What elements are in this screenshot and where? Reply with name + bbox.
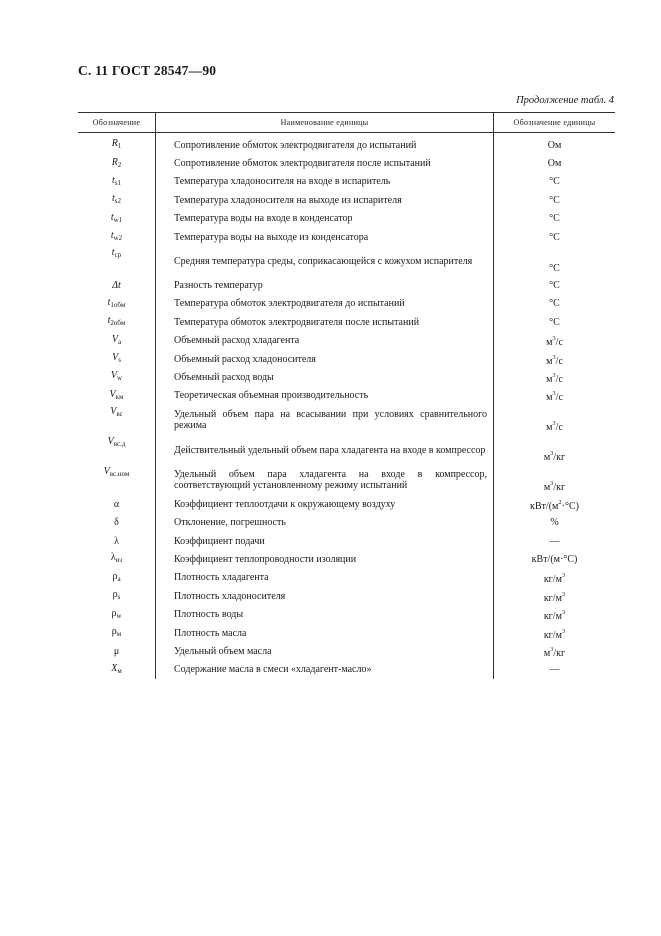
- symbol-cell: [78, 465, 156, 495]
- unit-superscript: 3: [561, 627, 566, 635]
- name-cell: Сопротивление обмоток электродвигателя до испытаний: [174, 139, 417, 151]
- table-row: [78, 191, 615, 209]
- symbol-cell: [78, 295, 156, 313]
- unit-cell: [494, 405, 616, 435]
- name-cell: Объемный расход воды: [174, 371, 274, 383]
- symbol-subscript: 1обм: [110, 300, 126, 309]
- name-cell: Объемный расход хладоносителя: [174, 353, 316, 365]
- unit-superscript: 3: [552, 390, 556, 398]
- symbol-letter: Δt: [112, 280, 121, 292]
- symbol-cell: [78, 513, 156, 531]
- unit-text: °С: [549, 231, 560, 243]
- name-cell: Разность температур: [174, 280, 263, 292]
- symbol-subscript: w2: [113, 234, 123, 243]
- unit-cell: [494, 435, 616, 465]
- name-cell: Удельный объем пара на всасывании при условиях сравнительного режима: [174, 409, 487, 432]
- symbol-cell: [78, 495, 156, 513]
- column-header-symbol: Обозначение: [78, 113, 156, 133]
- unit-cell: [494, 550, 616, 568]
- table-body: [78, 133, 615, 679]
- unit-text: °С: [549, 263, 560, 275]
- unit-text: м: [546, 392, 553, 404]
- name-cell: Теоретическая объемная производительность: [174, 390, 369, 402]
- unit-cell: [494, 661, 616, 679]
- unit-cell: [494, 624, 616, 642]
- name-cell: Плотность воды: [174, 609, 244, 621]
- symbol-letter: λ: [114, 535, 119, 547]
- symbol-cell: [78, 313, 156, 331]
- symbol-letter: t: [110, 230, 114, 242]
- symbol-cell: [78, 569, 156, 587]
- unit-superscript: 3: [561, 609, 566, 617]
- unit-superscript: 3: [550, 480, 554, 488]
- symbol-cell: [78, 405, 156, 435]
- unit-text: °С: [549, 298, 560, 310]
- name-cell: Температура воды на входе в конденсатор: [174, 213, 353, 225]
- symbol-letter: V: [110, 406, 117, 418]
- unit-cell: [494, 210, 616, 228]
- table-row: [78, 295, 615, 313]
- symbol-letter: ρ: [112, 570, 118, 582]
- table-row: [78, 532, 615, 550]
- unit-cell: [494, 569, 616, 587]
- table-row: [78, 210, 615, 228]
- table-row: [78, 465, 615, 495]
- name-cell: Плотность хладоносителя: [174, 590, 286, 602]
- symbol-cell: [78, 624, 156, 642]
- unit-text: м: [543, 482, 551, 494]
- unit-cell: [494, 387, 616, 405]
- symbol-subscript: а: [118, 337, 122, 346]
- table-header-row: [78, 113, 615, 133]
- symbol-subscript: км: [115, 392, 124, 401]
- column-header-name: Наименование единицы: [156, 113, 494, 133]
- unit-cell: [494, 587, 616, 605]
- unit-text: °С: [549, 213, 560, 225]
- unit-text: —: [549, 535, 560, 547]
- unit-text: кВт/(м·°С): [531, 553, 578, 565]
- name-cell: Плотность масла: [174, 627, 247, 639]
- unit-cell: [494, 173, 616, 191]
- table-row: [78, 435, 615, 465]
- unit-cell: [494, 276, 616, 294]
- table-continuation-label: Продолжение табл. 4: [516, 95, 614, 106]
- table-row: [78, 513, 615, 531]
- name-cell: Действительный удельный объем пара хладагента на входе в компрессор: [174, 444, 486, 456]
- unit-suffix: /кг: [553, 452, 566, 464]
- unit-text: кг/м: [543, 611, 562, 623]
- symbol-letter: X: [111, 662, 118, 674]
- symbol-letter: t: [111, 247, 115, 259]
- column-header-unit: Обозначение единицы: [494, 113, 616, 133]
- table-row: [78, 173, 615, 191]
- table-row: [78, 405, 615, 435]
- symbol-cell: [78, 642, 156, 660]
- table-row: [78, 154, 615, 172]
- unit-text: м: [543, 647, 551, 659]
- table-row: [78, 624, 615, 642]
- units-table: [78, 112, 615, 679]
- unit-superscript: 3: [550, 645, 554, 653]
- symbol-cell: [78, 350, 156, 368]
- name-cell: Плотность хладагента: [174, 572, 269, 584]
- symbol-letter: V: [109, 388, 116, 400]
- table-row: [78, 661, 615, 679]
- unit-superscript: 3: [561, 572, 566, 580]
- unit-cell: [494, 313, 616, 331]
- symbol-letter: t: [111, 174, 115, 186]
- unit-suffix: /с: [555, 392, 563, 404]
- unit-suffix: /кг: [553, 647, 566, 659]
- symbol-cell: [78, 368, 156, 386]
- symbol-letter: R: [111, 138, 118, 150]
- symbol-letter: t: [107, 296, 111, 308]
- symbol-subscript: м: [117, 666, 122, 675]
- unit-superscript: 3: [552, 371, 556, 379]
- unit-cell: [494, 246, 616, 276]
- unit-text: м: [546, 355, 553, 367]
- symbol-cell: [78, 154, 156, 172]
- name-cell: Сопротивление обмоток электродвигателя после испытаний: [174, 158, 431, 170]
- symbol-letter: t: [111, 193, 115, 205]
- table-row: [78, 387, 615, 405]
- unit-superscript: 3: [561, 590, 566, 598]
- unit-cell: [494, 191, 616, 209]
- name-cell: Средняя температура среды, соприкасающейся с кожухом испарителя: [174, 255, 473, 267]
- symbol-cell: [78, 136, 156, 154]
- unit-text: м: [543, 452, 551, 464]
- symbol-subscript: 2обм: [110, 319, 126, 328]
- symbol-letter: ρ: [111, 607, 117, 619]
- table-row: [78, 228, 615, 246]
- unit-cell: [494, 295, 616, 313]
- symbol-cell: [78, 550, 156, 568]
- table-row: [78, 550, 615, 568]
- symbol-cell: [78, 435, 156, 465]
- symbol-letter: V: [103, 466, 110, 478]
- symbol-subscript: м: [116, 630, 122, 638]
- symbol-cell: [78, 587, 156, 605]
- symbol-letter: ρ: [111, 626, 117, 637]
- symbol-cell: [78, 228, 156, 246]
- symbol-subscript: 2: [117, 160, 122, 169]
- symbol-subscript: s2: [114, 197, 121, 206]
- symbol-subscript: 1: [117, 142, 122, 151]
- unit-text: —: [549, 664, 560, 676]
- unit-cell: [494, 532, 616, 550]
- symbol-letter: V: [111, 333, 118, 345]
- symbol-cell: [78, 661, 156, 679]
- unit-text: м: [546, 422, 553, 434]
- table-row: [78, 276, 615, 294]
- symbol-subscript: w: [116, 611, 122, 620]
- unit-cell: [494, 642, 616, 660]
- table-row: [78, 587, 615, 605]
- name-cell: Коэффициент теплопроводности изоляции: [174, 553, 357, 565]
- unit-superscript: 3: [552, 353, 556, 361]
- symbol-subscript: вс: [116, 410, 123, 419]
- unit-text: кг/м: [543, 574, 562, 586]
- symbol-subscript: w1: [113, 215, 123, 224]
- symbol-subscript: а: [117, 574, 121, 583]
- unit-text: °С: [549, 176, 560, 188]
- symbol-letter: μ: [113, 645, 120, 657]
- symbol-letter: V: [110, 370, 118, 382]
- table-row: [78, 569, 615, 587]
- table-row: [78, 313, 615, 331]
- symbol-letter: δ: [114, 517, 119, 529]
- unit-superscript: 3: [552, 420, 556, 428]
- name-cell: Температура хладоносителя на входе в испаритель: [174, 176, 391, 188]
- unit-suffix: /с: [555, 355, 563, 367]
- symbol-subscript: s: [118, 356, 121, 365]
- unit-text: °С: [549, 316, 560, 328]
- symbol-cell: [78, 191, 156, 209]
- symbol-subscript: w: [117, 374, 123, 383]
- table-row: [78, 246, 615, 276]
- unit-text: %: [550, 517, 559, 529]
- name-cell: Температура обмоток электродвигателя до испытаний: [174, 298, 405, 310]
- table-row: [78, 332, 615, 350]
- symbol-cell: [78, 246, 156, 276]
- symbol-cell: [78, 532, 156, 550]
- symbol-letter: R: [111, 156, 118, 168]
- unit-cell: [494, 465, 616, 495]
- name-cell: Удельный объем масла: [174, 645, 272, 657]
- symbol-cell: [78, 276, 156, 294]
- unit-cell: [494, 350, 616, 368]
- symbol-cell: [78, 173, 156, 191]
- name-cell: Удельный объем пара хладагента на входе в компрессор, соответствующий установленному режиму испытаний: [174, 469, 487, 492]
- unit-suffix: /с: [555, 337, 563, 349]
- table-row: [78, 136, 615, 154]
- unit-suffix: /кг: [553, 482, 566, 494]
- unit-text: кг/м: [543, 629, 562, 641]
- symbol-subscript: из: [115, 556, 123, 565]
- unit-text: °С: [549, 280, 560, 292]
- unit-cell: [494, 513, 616, 531]
- unit-superscript: 3: [550, 450, 554, 458]
- name-cell: Коэффициент подачи: [174, 535, 265, 547]
- symbol-letter: V: [107, 436, 114, 448]
- symbol-letter: t: [107, 315, 111, 327]
- symbol-subscript: s: [117, 593, 121, 602]
- table-row: [78, 605, 615, 623]
- symbol-letter: t: [110, 211, 114, 223]
- unit-cell: [494, 332, 616, 350]
- unit-superscript: 2: [558, 498, 562, 506]
- unit-suffix: ·°С): [561, 500, 579, 512]
- unit-cell: [494, 495, 616, 513]
- name-cell: Содержание масла в смеси «хладагент-масло»: [174, 664, 372, 676]
- unit-text: °С: [549, 194, 560, 206]
- symbol-cell: [78, 332, 156, 350]
- symbol-letter: λ: [110, 552, 116, 564]
- symbol-cell: [78, 387, 156, 405]
- name-cell: Отклонение, погрешность: [174, 517, 286, 529]
- name-cell: Температура обмоток электродвигателя после испытаний: [174, 316, 420, 328]
- symbol-letter: ρ: [112, 589, 118, 601]
- unit-text: кг/м: [543, 592, 562, 604]
- symbol-subscript: ср: [114, 251, 122, 260]
- symbol-cell: [78, 605, 156, 623]
- table-row: [78, 350, 615, 368]
- unit-cell: [494, 154, 616, 172]
- name-cell: Температура воды на выходе из конденсатора: [174, 231, 369, 243]
- name-cell: Коэффициент теплоотдачи к окружающему воздуху: [174, 498, 396, 510]
- table-row: [78, 368, 615, 386]
- symbol-letter: α: [113, 498, 120, 510]
- unit-text: Ом: [547, 139, 562, 151]
- symbol-subscript: s1: [114, 178, 121, 187]
- symbol-subscript: вс.д: [113, 440, 126, 449]
- table-row: [78, 495, 615, 513]
- unit-cell: [494, 228, 616, 246]
- unit-suffix: /с: [555, 373, 563, 385]
- unit-text: кВт/(м: [530, 500, 559, 512]
- unit-text: м: [546, 337, 553, 349]
- page-header: С. 11 ГОСТ 28547—90: [78, 63, 217, 78]
- unit-suffix: /с: [555, 422, 563, 434]
- unit-superscript: 3: [552, 335, 556, 343]
- unit-text: Ом: [547, 158, 562, 170]
- name-cell: Температура хладоносителя на выходе из испарителя: [174, 194, 402, 206]
- unit-cell: [494, 136, 616, 154]
- unit-cell: [494, 605, 616, 623]
- unit-cell: [494, 368, 616, 386]
- unit-text: м: [546, 373, 553, 385]
- name-cell: Объемный расход хладагента: [174, 335, 300, 347]
- table-row: [78, 642, 615, 660]
- symbol-cell: [78, 210, 156, 228]
- symbol-letter: V: [112, 352, 119, 364]
- symbol-subscript: вс.ном: [109, 470, 130, 479]
